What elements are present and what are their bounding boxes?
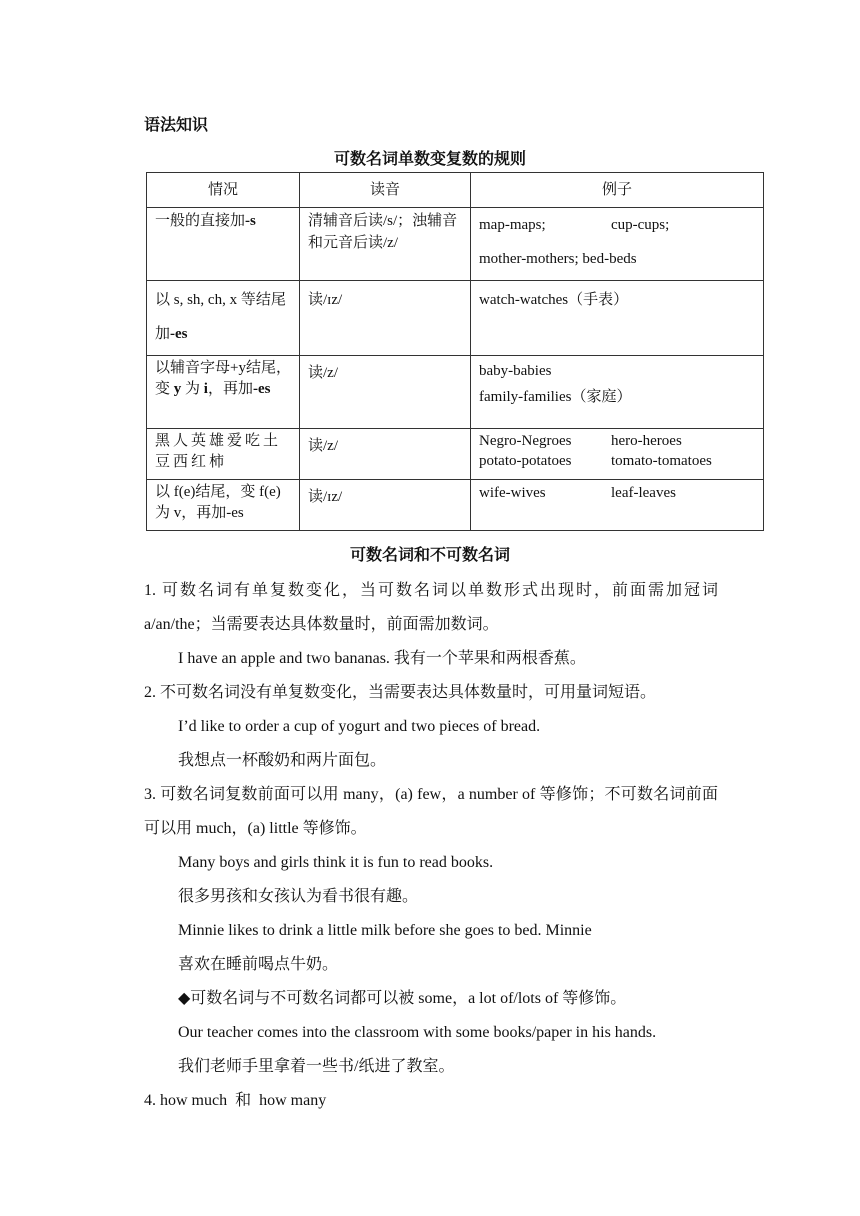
example-translation: 我想点一杯酸奶和两片面包。 [178,752,387,769]
rule-paragraph: 2. 不可数名词没有单复数变化，当需要表达具体数量时，可用量词短语。 [144,684,657,701]
table-row [147,208,764,281]
sound-cell: 读/ɪz/ [300,480,471,531]
example-sentence: I have an apple and two bananas. 我有一个苹果和两根香蕉。 [178,650,586,667]
header-sound: 读音 [300,173,471,208]
table-row [147,281,764,356]
example-sentence: Minnie likes to drink a little milk before she goes to bed. Minnie [178,922,592,939]
example-text: hero-heroes [611,433,682,449]
example-text: mother-mothers; bed-beds [479,251,637,267]
example-translation: 很多男孩和女孩认为看书很有趣。 [178,888,419,905]
case-text: 为 [181,381,204,397]
case-text: y [173,381,182,397]
examples-cell [471,208,764,281]
rule-paragraph: 1. 可数名词有单复数变化，当可数名词以单数形式出现时，前面需加冠词a/an/the；当需要表达具体数量时，前面需加数词。 [144,582,718,633]
example-sentence: Our teacher comes into the classroom with some books/paper in his hands. [178,1024,657,1041]
case-cell [147,356,300,429]
case-cell: 以 f(e)结尾，变 f(e)为 v，再加-es [147,480,300,531]
table-row [147,356,764,429]
sound-cell: 读/ɪz/ [300,281,471,356]
suffix-text: -es [170,326,188,342]
examples-cell: watch-watches（手表） [471,281,764,356]
case-text: i [203,381,208,397]
note-line: ◆可数名词与不可数名词都可以被 some，a lot of/lots of 等修饰。 [178,990,627,1007]
table-header-row [147,173,764,208]
example-text: tomato-tomatoes [611,453,712,469]
example-text: Negro-Negroes [479,433,572,449]
case-text: ，再加 [207,381,253,397]
example-translation: 我们老师手里拿着一些书/纸进了教室。 [178,1058,455,1075]
example-text: family-families（家庭） [479,389,632,405]
case-cell [147,281,300,356]
plural-rules-table [146,172,764,531]
example-text: wife-wives [479,485,546,501]
suffix-text: -s [245,213,256,229]
suffix-text: -es [252,381,271,397]
examples-cell [471,480,764,531]
example-text: map-maps; [479,217,546,233]
case-text: 一般的直接加 [155,213,246,229]
examples-cell [471,356,764,429]
sound-cell: 清辅音后读/s/；浊辅音和元音后读/z/ [300,208,471,281]
example-text: leaf-leaves [611,485,676,501]
sound-cell: 读/z/ [300,356,471,429]
table-title: 可数名词单数变复数的规则 [333,149,526,168]
example-sentence: Many boys and girls think it is fun to read books. [178,854,494,871]
case-text: 以 s, sh, ch, x 等结尾加 [155,292,286,342]
header-case: 情况 [147,173,300,208]
section-body [144,574,718,1118]
example-text: potato-potatoes [479,453,572,469]
header-examples: 例子 [471,173,764,208]
example-text: baby-babies [479,363,552,379]
section-title: 可数名词和不可数名词 [349,545,510,564]
rule-paragraph: 4. how much 和 how many [144,1092,327,1109]
case-text: 以辅音字母+y结尾，变 [155,360,291,397]
table-row [147,429,764,480]
example-translation: 喜欢在睡前喝点牛奶。 [178,956,339,973]
section-heading: 语法知识 [144,115,209,134]
rule-paragraph: 3. 可数名词复数前面可以用 many，(a) few，a number of 等修饰；不可数名词前面可以用 much，(a) little 等修饰。 [144,786,718,837]
example-sentence: I’d like to order a cup of yogurt and two pieces of bread. [178,718,541,735]
example-text: cup-cups; [611,217,670,233]
examples-cell [471,429,764,480]
case-cell [147,208,300,281]
table-row [147,480,764,531]
case-cell: 黑人英雄爱吃土豆西红柿 [147,429,300,480]
sound-cell: 读/z/ [300,429,471,480]
